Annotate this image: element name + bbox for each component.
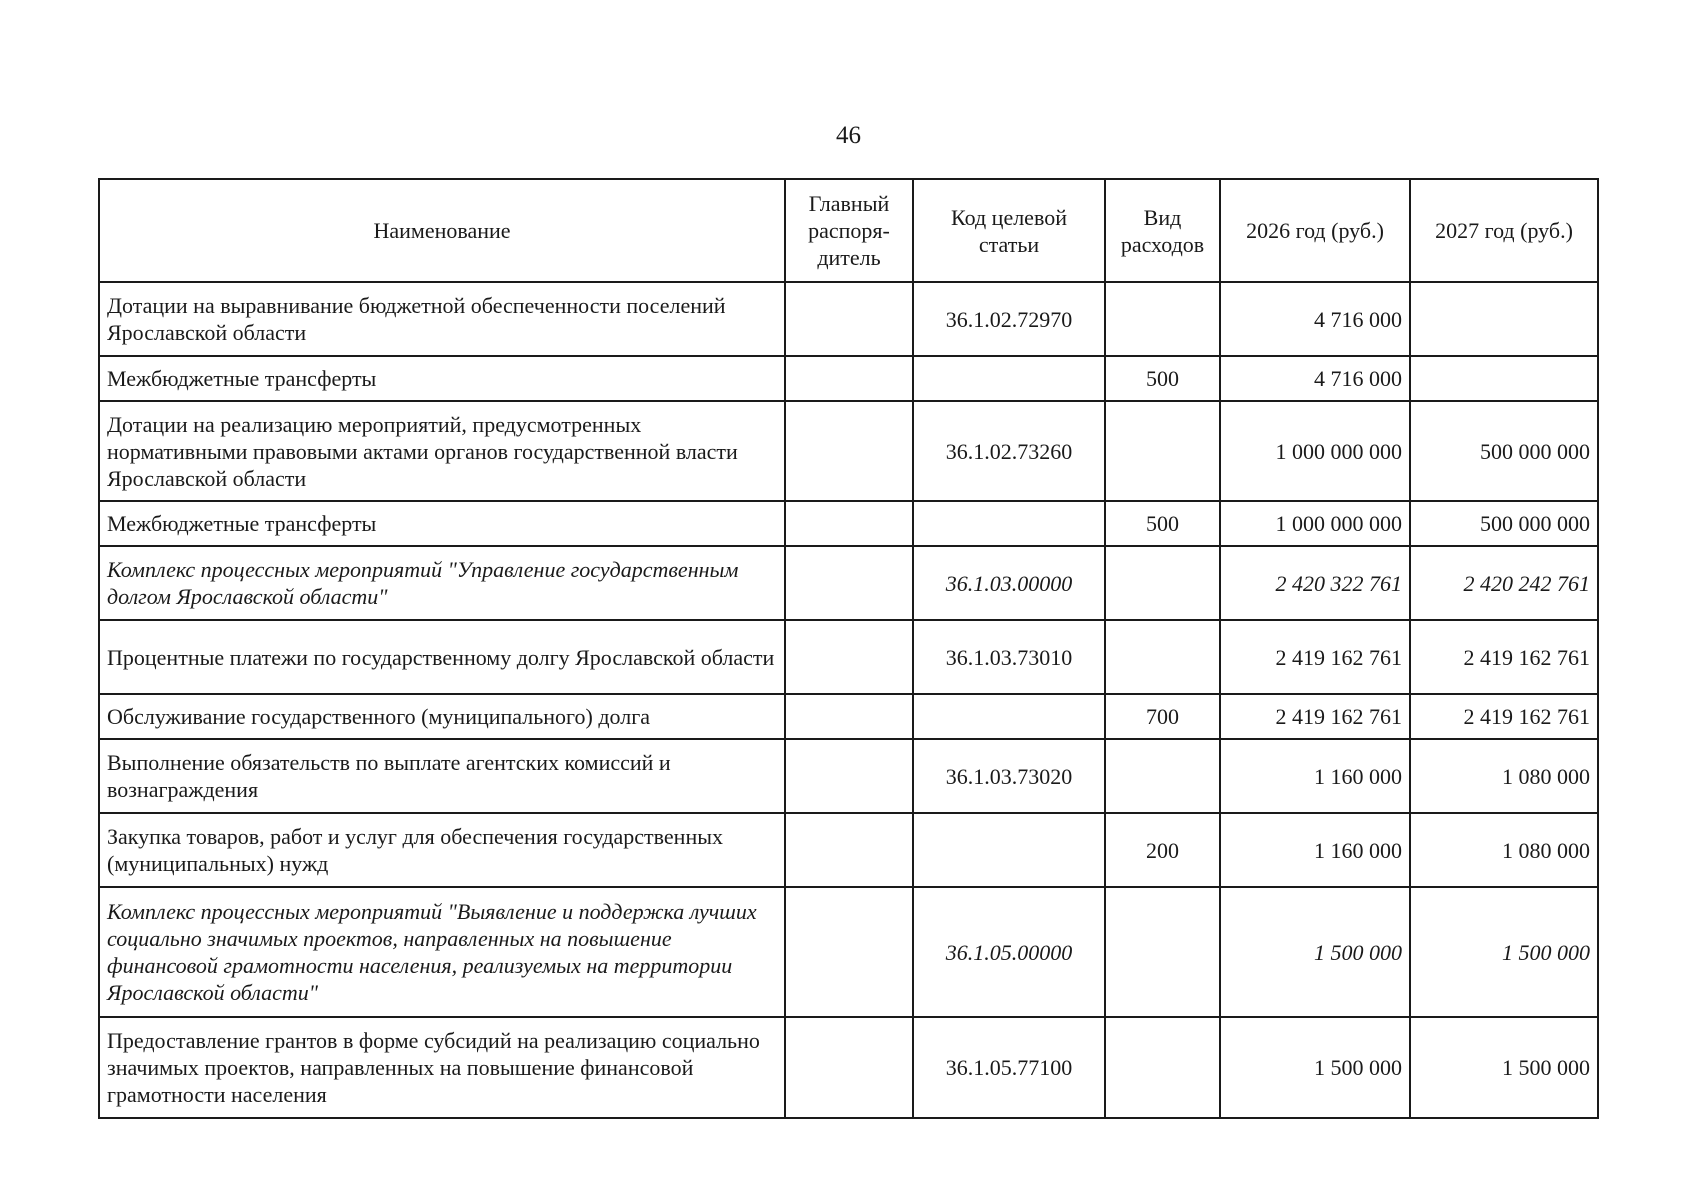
cell-name: Обслуживание государственного (муниципального) долга: [99, 694, 785, 739]
cell-manager: [785, 739, 913, 813]
cell-year-2026: 4 716 000: [1220, 282, 1410, 356]
cell-expense-kind: [1105, 546, 1220, 620]
cell-year-2026: 4 716 000: [1220, 356, 1410, 401]
cell-manager: [785, 620, 913, 694]
cell-expense-kind: [1105, 887, 1220, 1017]
table-row: [99, 813, 1598, 887]
cell-target-code: 36.1.02.72970: [913, 282, 1105, 356]
cell-target-code: [913, 694, 1105, 739]
cell-year-2026: 2 420 322 761: [1220, 546, 1410, 620]
cell-target-code: 36.1.05.00000: [913, 887, 1105, 1017]
cell-expense-kind: [1105, 282, 1220, 356]
table-row: [99, 620, 1598, 694]
cell-name: Дотации на реализацию мероприятий, предусмотренных нормативными правовыми актами органов государственной власти Ярославской области: [99, 401, 785, 501]
cell-year-2026: 1 000 000 000: [1220, 401, 1410, 501]
table-header-row: [99, 179, 1598, 282]
cell-manager: [785, 813, 913, 887]
cell-manager: [785, 282, 913, 356]
cell-name: Закупка товаров, работ и услуг для обеспечения государственных (муниципальных) нужд: [99, 813, 785, 887]
cell-year-2027: 1 500 000: [1410, 887, 1598, 1017]
cell-name: Предоставление грантов в форме субсидий на реализацию социально значимых проектов, направленных на повышение финансовой грамотности населения: [99, 1017, 785, 1118]
header-target-code: Код целевой статьи: [913, 179, 1105, 282]
table-row: [99, 546, 1598, 620]
cell-name: Межбюджетные трансферты: [99, 356, 785, 401]
cell-year-2027: 2 419 162 761: [1410, 620, 1598, 694]
cell-year-2026: 2 419 162 761: [1220, 620, 1410, 694]
header-manager: Главный распоря-дитель: [785, 179, 913, 282]
table-body: [99, 282, 1598, 1118]
table-row: [99, 501, 1598, 546]
cell-expense-kind: 200: [1105, 813, 1220, 887]
cell-year-2026: 2 419 162 761: [1220, 694, 1410, 739]
table-row: [99, 282, 1598, 356]
table-row: [99, 887, 1598, 1017]
cell-target-code: 36.1.02.73260: [913, 401, 1105, 501]
cell-expense-kind: [1105, 401, 1220, 501]
cell-name: Межбюджетные трансферты: [99, 501, 785, 546]
cell-name: Дотации на выравнивание бюджетной обеспеченности поселений Ярославской области: [99, 282, 785, 356]
cell-target-code: 36.1.05.77100: [913, 1017, 1105, 1118]
cell-expense-kind: [1105, 739, 1220, 813]
cell-manager: [785, 501, 913, 546]
header-year-2026: 2026 год (руб.): [1220, 179, 1410, 282]
page-number: 46: [836, 122, 861, 149]
cell-year-2026: 1 160 000: [1220, 813, 1410, 887]
cell-year-2026: 1 500 000: [1220, 1017, 1410, 1118]
cell-manager: [785, 401, 913, 501]
cell-year-2027: 500 000 000: [1410, 401, 1598, 501]
cell-year-2027: [1410, 356, 1598, 401]
cell-expense-kind: [1105, 620, 1220, 694]
cell-expense-kind: 500: [1105, 501, 1220, 546]
cell-expense-kind: 700: [1105, 694, 1220, 739]
header-name: Наименование: [99, 179, 785, 282]
cell-manager: [785, 1017, 913, 1118]
cell-target-code: 36.1.03.73020: [913, 739, 1105, 813]
cell-year-2026: 1 000 000 000: [1220, 501, 1410, 546]
cell-expense-kind: 500: [1105, 356, 1220, 401]
cell-expense-kind: [1105, 1017, 1220, 1118]
table-row: [99, 401, 1598, 501]
cell-name: Комплекс процессных мероприятий "Выявление и поддержка лучших социально значимых проектов, направленных на повышение финансовой грамотности населения, реализуемых на территории Ярославской области": [99, 887, 785, 1017]
cell-year-2026: 1 160 000: [1220, 739, 1410, 813]
budget-table: [98, 178, 1599, 1119]
cell-target-code: [913, 356, 1105, 401]
cell-year-2027: 1 080 000: [1410, 813, 1598, 887]
header-expense-kind: Вид расходов: [1105, 179, 1220, 282]
cell-year-2027: 500 000 000: [1410, 501, 1598, 546]
cell-target-code: 36.1.03.00000: [913, 546, 1105, 620]
cell-name: Процентные платежи по государственному долгу Ярославской области: [99, 620, 785, 694]
cell-manager: [785, 694, 913, 739]
table-row: [99, 356, 1598, 401]
table-row: [99, 694, 1598, 739]
cell-year-2027: 1 080 000: [1410, 739, 1598, 813]
header-year-2027: 2027 год (руб.): [1410, 179, 1598, 282]
cell-year-2027: 2 420 242 761: [1410, 546, 1598, 620]
cell-manager: [785, 887, 913, 1017]
cell-year-2027: 2 419 162 761: [1410, 694, 1598, 739]
cell-year-2027: [1410, 282, 1598, 356]
table-row: [99, 1017, 1598, 1118]
table-row: [99, 739, 1598, 813]
cell-manager: [785, 356, 913, 401]
cell-target-code: 36.1.03.73010: [913, 620, 1105, 694]
cell-year-2026: 1 500 000: [1220, 887, 1410, 1017]
cell-name: Выполнение обязательств по выплате агентских комиссий и вознаграждения: [99, 739, 785, 813]
cell-target-code: [913, 501, 1105, 546]
cell-manager: [785, 546, 913, 620]
cell-name: Комплекс процессных мероприятий "Управление государственным долгом Ярославской области": [99, 546, 785, 620]
cell-year-2027: 1 500 000: [1410, 1017, 1598, 1118]
cell-target-code: [913, 813, 1105, 887]
